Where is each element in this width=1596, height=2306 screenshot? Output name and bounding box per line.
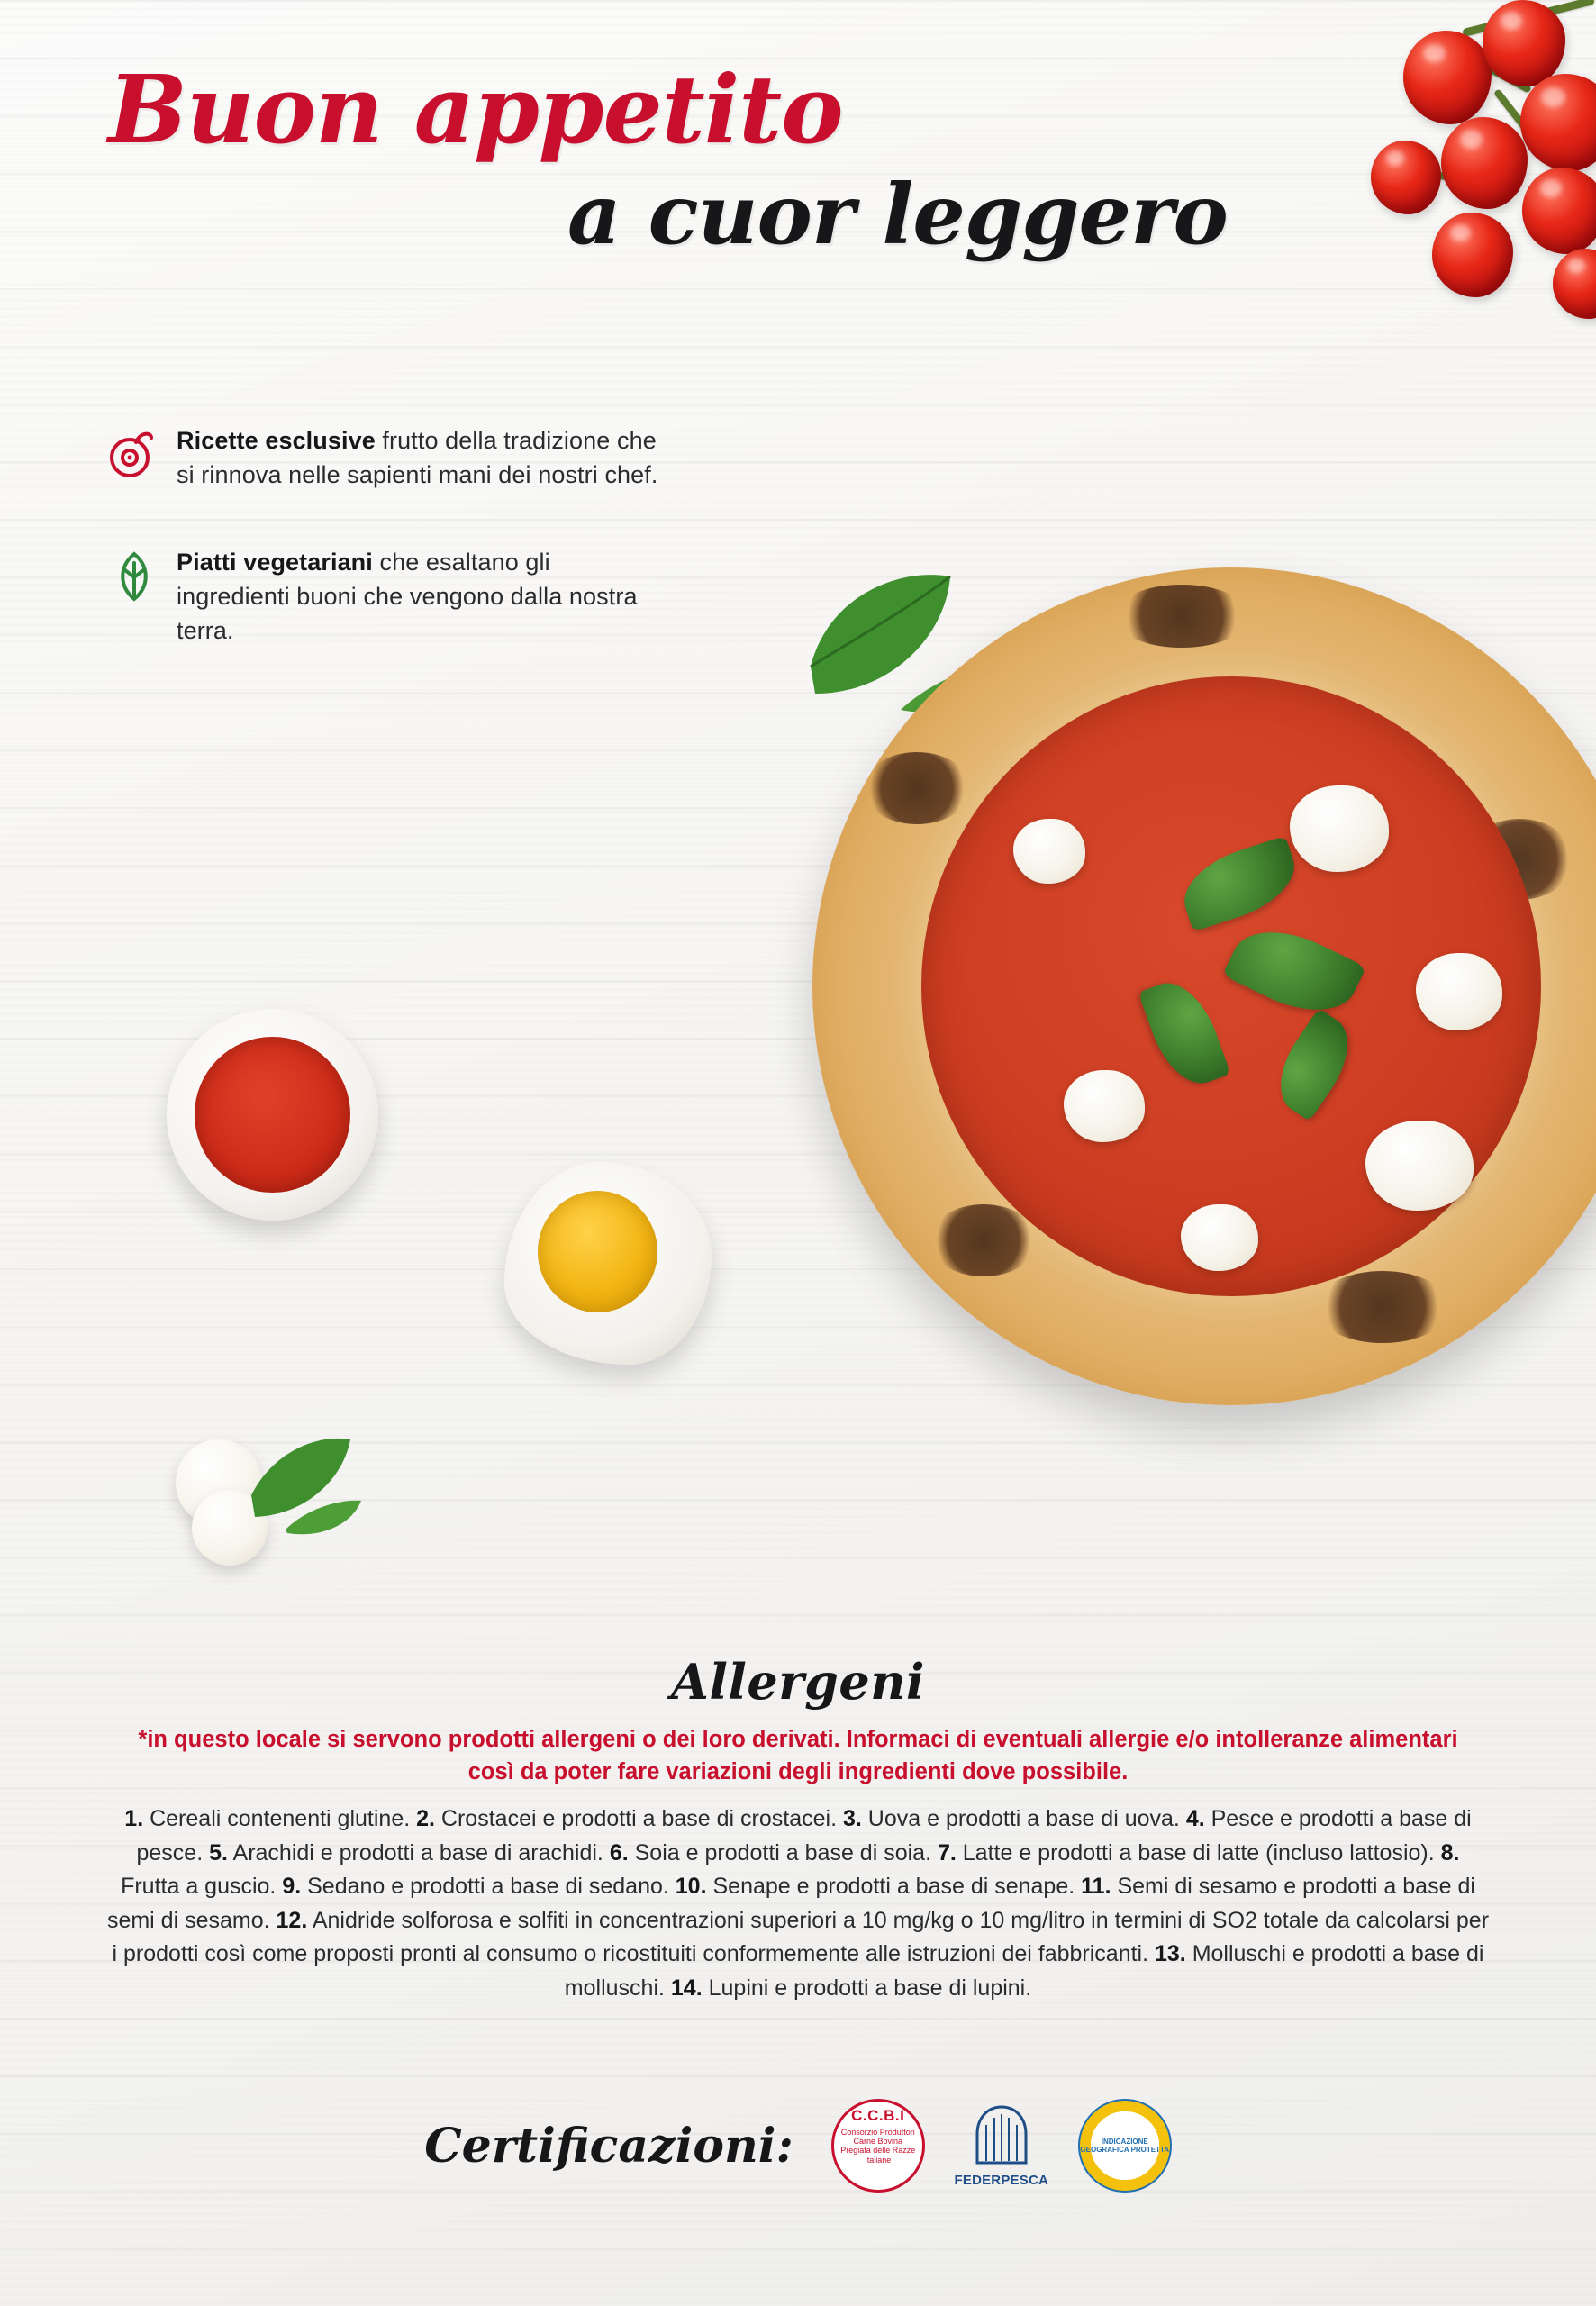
allergen-number: 5. <box>209 1839 228 1866</box>
igp-badge <box>1078 2099 1172 2193</box>
tomato-cluster-decoration <box>1236 0 1596 387</box>
allergen-number: 8. <box>1440 1839 1460 1866</box>
poster-headline <box>108 54 1324 263</box>
ccbi-badge <box>831 2099 925 2193</box>
allergen-number: 12. <box>276 1907 308 1933</box>
allergens-warning: *in questo locale si servono prodotti allergeni o dei loro derivati. Informaci di eventuali allergie e/o intolleranze alimentari così da poter fare variazioni degli ingredienti dove possibile. <box>138 1727 1458 1785</box>
feature-bold-recipes: Ricette esclusive <box>177 427 376 454</box>
allergen-number: 9. <box>282 1874 302 1900</box>
allergens-title: Allergeni <box>670 1653 926 1711</box>
tomato-sauce-bowl <box>167 1009 378 1221</box>
allergen-number: 14. <box>670 1975 703 2001</box>
certifications-section <box>0 2099 1596 2193</box>
allergen-text: Semi di sesamo e prodotti a base di semi di sesamo. <box>106 1874 1475 1933</box>
allergen-text: Latte e prodotti a base di latte (incluso lattosio). <box>956 1839 1441 1866</box>
igp-name: INDICAZIONE GEOGRAFICA PROTETTA <box>1080 2138 1170 2154</box>
pizza-photo <box>758 549 1596 1558</box>
feature-bold-vegetarian: Piatti vegetariani <box>177 548 373 576</box>
certifications-title: Certificazioni: <box>424 2118 793 2174</box>
feature-list <box>106 423 665 701</box>
feature-item-vegetarian <box>106 545 665 649</box>
allergen-number: 11. <box>1081 1874 1111 1900</box>
feature-item-recipes <box>106 423 665 493</box>
allergen-number: 2. <box>416 1806 435 1832</box>
allergen-number: 6. <box>609 1839 629 1866</box>
allergen-number: 13. <box>1154 1941 1186 1967</box>
allergen-text: Cereali contenenti glutine. <box>143 1806 417 1832</box>
allergen-text: Molluschi e prodotti a base di molluschi. <box>564 1941 1484 2001</box>
allergen-text: Senape e prodotti a base di senape. <box>706 1874 1082 1900</box>
allergen-number: 7. <box>937 1839 957 1866</box>
allergen-number: 3. <box>843 1806 862 1832</box>
ccbi-subtitle: Consorzio Produttori Carne Bovina Pregiata delle Razze Italiane <box>840 2127 916 2165</box>
ccbi-acronym: C.C.B.I <box>851 2107 905 2124</box>
allergen-number: 4. <box>1185 1806 1205 1832</box>
allergen-text: Sedano e prodotti a base di sedano. <box>301 1874 676 1900</box>
headline-line-2: a cuor leggero <box>567 166 1228 263</box>
allergen-text: Soia e prodotti a base di soia. <box>628 1839 938 1866</box>
mozzarella-balls-decoration <box>176 1423 374 1576</box>
pizza-disc <box>812 567 1596 1405</box>
allergen-text: Frutta a guscio. <box>121 1874 283 1900</box>
pan-icon <box>106 423 177 487</box>
federpesca-name: FEDERPESCA <box>954 2173 1049 2188</box>
allergen-text: Arachidi e prodotti a base di arachidi. <box>227 1839 610 1866</box>
federpesca-icon <box>970 2103 1033 2170</box>
feature-text-vegetarian <box>177 545 665 649</box>
allergen-number: 1. <box>124 1806 144 1832</box>
feature-body-vegetarian: che esaltano gli ingredienti buoni che vengono dalla nostra terra. <box>177 548 638 645</box>
olive-oil-bowl <box>504 1162 712 1365</box>
allergens-list <box>90 1802 1506 2005</box>
allergen-number: 10. <box>675 1874 707 1900</box>
leaf-icon <box>106 545 177 609</box>
allergen-text: Pesce e prodotti a base di pesce. <box>136 1806 1472 1866</box>
allergen-text: Uova e prodotti a base di uova. <box>861 1806 1186 1832</box>
headline-line-1: Buon appetito <box>108 54 843 165</box>
federpesca-badge <box>948 2103 1055 2188</box>
allergen-text: Crostacei e prodotti a base di crostacei. <box>434 1806 843 1832</box>
allergen-text: Anidride solforosa e solfiti in concentrazioni superiori a 10 mg/kg o 10 mg/litro in termini di SO2 totale da calcolarsi per i prodotti così come proposti pronti al consumo o ricostituiti conformemente alle istruzioni dei fabbricanti. <box>112 1907 1490 1967</box>
allergens-section <box>90 1653 1506 2005</box>
feature-body-recipes: frutto della tradizione che si rinnova nelle sapienti mani dei nostri chef. <box>177 427 658 489</box>
feature-text-recipes <box>177 423 665 493</box>
allergen-text: Lupini e prodotti a base di lupini. <box>702 1975 1032 2001</box>
